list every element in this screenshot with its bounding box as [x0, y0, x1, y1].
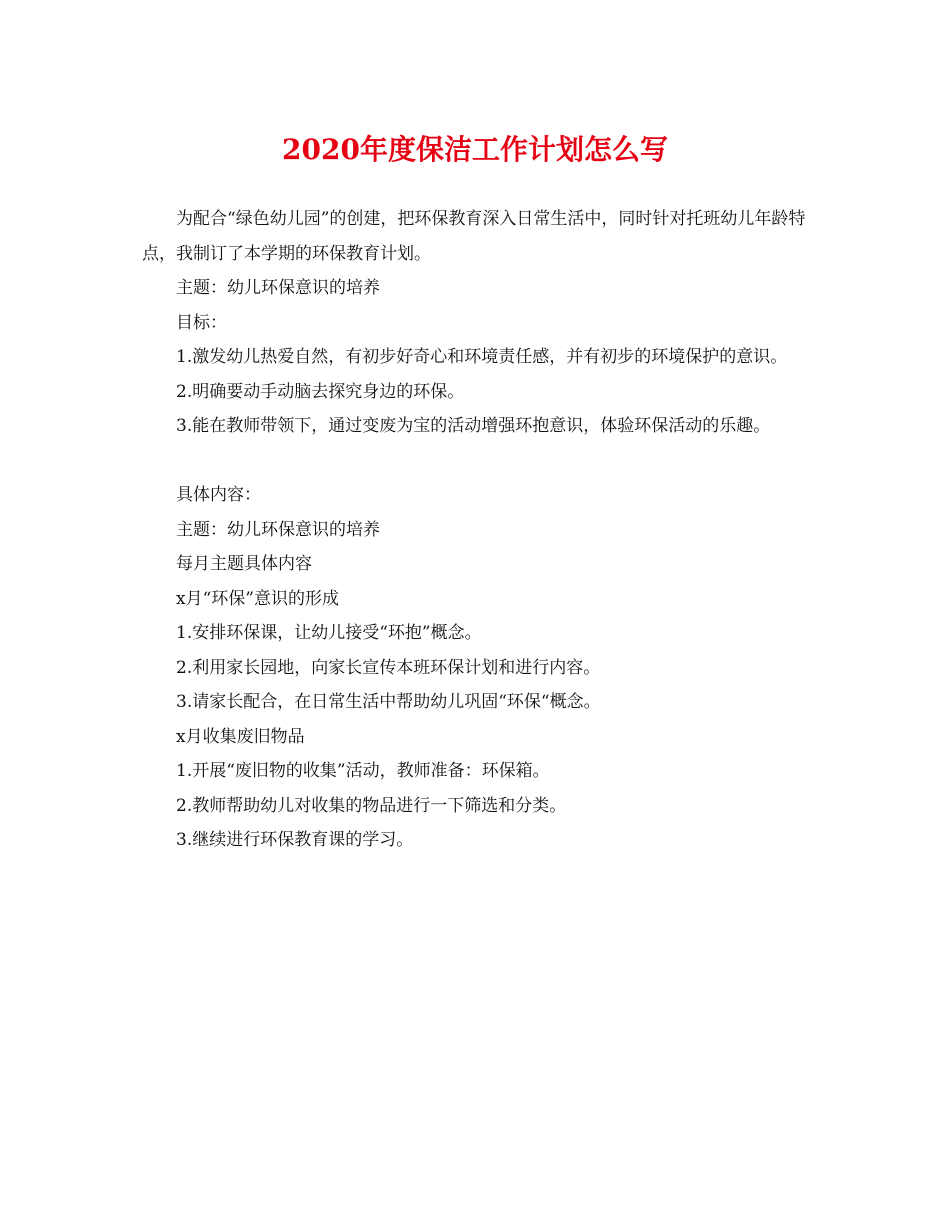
paragraph-monthly-heading: 每月主题具体内容 — [176, 554, 312, 574]
paragraph-theme: 主题：幼儿环保意识的培养 — [176, 278, 380, 298]
paragraph-month-1-item-2: 2.利用家长园地，向家长宣传本班环保计划和进行内容。 — [176, 657, 601, 678]
paragraph-goals-heading: 目标： — [176, 312, 227, 333]
paragraph-month-1-item-1: 1.安排环保课，让幼儿接受“环抱”概念。 — [176, 623, 482, 643]
paragraph-goal-3: 3.能在教师带领下，通过变废为宝的活动增强环抱意识，体验环保活动的乐趣。 — [176, 416, 771, 436]
document-title: 2020年度保洁工作计划怎么写 — [282, 133, 668, 166]
paragraph-month-2-title: x月收集废旧物品 — [176, 726, 305, 747]
paragraph-month-2-item-2: 2.教师帮助幼儿对收集的物品进行一下筛选和分类。 — [176, 795, 567, 816]
document-body — [142, 202, 832, 858]
paragraph-month-2-item-1: 1.开展“废旧物的收集”活动，教师准备：环保箱。 — [176, 761, 550, 781]
paragraph-content-theme: 主题：幼儿环保意识的培养 — [176, 519, 380, 540]
paragraph-month-2-item-3: 3.继续进行环保教育课的学习。 — [176, 830, 414, 850]
paragraph-content-heading: 具体内容： — [176, 485, 261, 505]
paragraph-month-1-item-3: 3.请家长配合，在日常生活中帮助幼儿巩固“环保“概念。 — [176, 692, 601, 712]
paragraph-goal-1: 1.激发幼儿热爱自然，有初步好奇心和环境责任感，并有初步的环境保护的意识。 — [176, 347, 788, 367]
paragraph-intro: 为配合“绿色幼儿园”的创建，把环保教育深入日常生活中，同时针对托班幼儿年龄特点，我制订了本学期的环保教育计划。 — [142, 209, 806, 264]
paragraph-goal-2: 2.明确要动手动脑去探究身边的环保。 — [176, 381, 465, 402]
paragraph-month-1-title: x月“环保”意识的形成 — [176, 588, 339, 609]
paragraph-spacer — [142, 444, 832, 479]
